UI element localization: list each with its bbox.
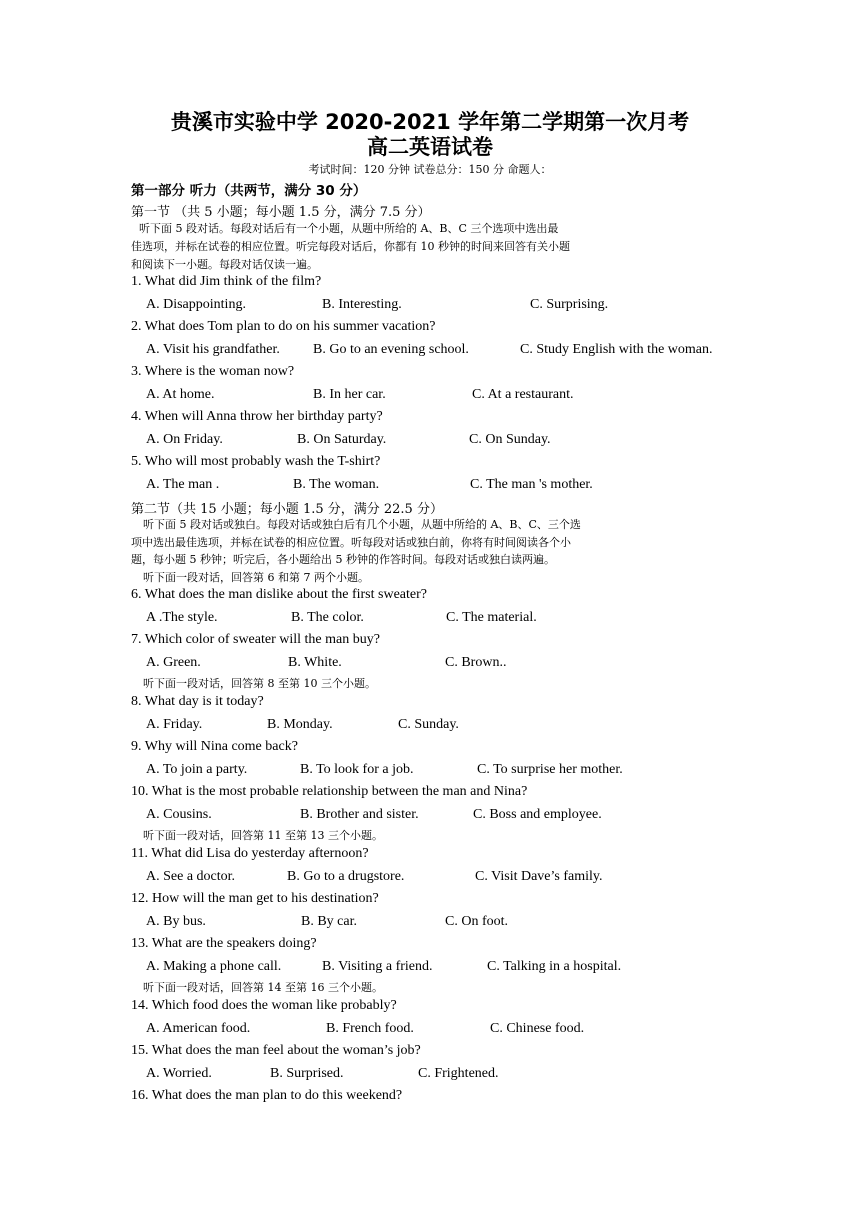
exam-subtitle: 高二英语试卷: [367, 135, 493, 159]
section2-instruction: 听下面 5 段对话或独白。每段对话或独白后有几个小题，从题中所给的 A、B、C、三个选: [143, 518, 581, 531]
option-b: B. Go to an evening school.: [313, 342, 469, 357]
option-c: C. Sunday.: [398, 717, 459, 732]
section2-instruction: 题，每小题 5 秒钟；听完后，各小题给出 5 秒钟的作答时间。每段对话或独白读两遍。: [131, 553, 555, 566]
option-a: A. On Friday.: [146, 432, 223, 447]
question-text: 4. When will Anna throw her birthday party?: [131, 409, 383, 424]
option-c: C. On Sunday.: [469, 432, 551, 447]
option-c: C. Brown..: [445, 655, 507, 670]
section2-instruction: 项中选出最佳选项，并标在试卷的相应位置。听每段对话或独白前，你将有时间阅读各个小: [131, 536, 571, 549]
option-b: B. Interesting.: [322, 297, 402, 312]
question-text: 1. What did Jim think of the film?: [131, 274, 322, 289]
option-b: B. By car.: [301, 914, 357, 929]
question-text: 10. What is the most probable relationship between the man and Nina?: [131, 784, 528, 799]
option-a: A. The man .: [146, 477, 220, 492]
option-a: A. Worried.: [146, 1066, 212, 1081]
question-text: 6. What does the man dislike about the first sweater?: [131, 587, 427, 602]
part1-heading: 第一部分 听力（共两节，满分 30 分）: [131, 183, 367, 199]
question-text: 14. Which food does the woman like probably?: [131, 998, 397, 1013]
section1-instruction: 佳选项，并标在试卷的相应位置。听完每段对话后，你都有 10 秒钟的时间来回答有关小题: [131, 240, 570, 253]
option-a: A. To join a party.: [146, 762, 248, 777]
option-a: A. Visit his grandfather.: [146, 342, 280, 357]
section2-note: 听下面一段对话，回答第 11 至第 13 三个小题。: [143, 829, 383, 842]
section1-heading: 第一节 （共 5 小题；每小题 1.5 分，满分 7.5 分）: [131, 205, 431, 220]
section2-note: 听下面一段对话，回答第 6 和第 7 两个小题。: [143, 571, 369, 584]
section2-note: 听下面一段对话，回答第 8 至第 10 三个小题。: [143, 677, 376, 690]
question-text: 8. What day is it today?: [131, 694, 264, 709]
option-a: A. Friday.: [146, 717, 203, 732]
option-b: B. On Saturday.: [297, 432, 387, 447]
question-text: 11. What did Lisa do yesterday afternoon?: [131, 846, 369, 861]
option-a: A. Cousins.: [146, 807, 212, 822]
option-c: C. On foot.: [445, 914, 508, 929]
option-a: A .The style.: [146, 610, 218, 625]
option-b: B. The color.: [291, 610, 364, 625]
option-b: B. White.: [288, 655, 342, 670]
option-a: A. At home.: [146, 387, 215, 402]
option-b: B. Monday.: [267, 717, 333, 732]
question-text: 15. What does the man feel about the woman’s job?: [131, 1043, 421, 1058]
option-c: C. Frightened.: [418, 1066, 499, 1081]
question-text: 13. What are the speakers doing?: [131, 936, 317, 951]
option-b: B. Visiting a friend.: [322, 959, 433, 974]
option-b: B. The woman.: [293, 477, 380, 492]
section1-instruction: 听下面 5 段对话。每段对话后有一个小题，从题中所给的 A、B、C 三个选项中选出最: [139, 222, 559, 235]
question-text: 7. Which color of sweater will the man buy?: [131, 632, 380, 647]
option-b: B. Brother and sister.: [300, 807, 419, 822]
option-a: A. Disappointing.: [146, 297, 246, 312]
question-text: 3. Where is the woman now?: [131, 364, 295, 379]
option-c: C. The man 's mother.: [470, 477, 593, 492]
question-text: 16. What does the man plan to do this weekend?: [131, 1088, 403, 1103]
exam-meta: 考试时间：120 分钟 试卷总分：150 分 命题人：: [308, 163, 552, 176]
option-a: A. Green.: [146, 655, 201, 670]
exam-title: 贵溪市实验中学 2020-2021 学年第二学期第一次月考: [170, 110, 690, 134]
option-b: B. Surprised.: [270, 1066, 344, 1081]
question-text: 5. Who will most probably wash the T-shirt?: [131, 454, 381, 469]
option-c: C. Boss and employee.: [473, 807, 602, 822]
option-a: A. See a doctor.: [146, 869, 236, 884]
option-c: C. Talking in a hospital.: [487, 959, 622, 974]
option-b: B. To look for a job.: [300, 762, 414, 777]
option-c: C. To surprise her mother.: [477, 762, 623, 777]
section1-instruction: 和阅读下一小题。每段对话仅读一遍。: [131, 258, 318, 271]
option-a: A. Making a phone call.: [146, 959, 282, 974]
question-text: 12. How will the man get to his destination?: [131, 891, 379, 906]
option-b: B. Go to a drugstore.: [287, 869, 405, 884]
question-text: 2. What does Tom plan to do on his summer vacation?: [131, 319, 436, 334]
option-c: C. The material.: [446, 610, 537, 625]
section2-heading: 第二节（共 15 小题；每小题 1.5 分，满分 22.5 分）: [131, 502, 443, 517]
question-text: 9. Why will Nina come back?: [131, 739, 298, 754]
option-a: A. American food.: [146, 1021, 251, 1036]
option-c: C. Chinese food.: [490, 1021, 585, 1036]
option-c: C. At a restaurant.: [472, 387, 574, 402]
option-c: C. Surprising.: [530, 297, 609, 312]
option-a: A. By bus.: [146, 914, 206, 929]
section2-note: 听下面一段对话，回答第 14 至第 16 三个小题。: [143, 981, 383, 994]
option-b: B. French food.: [326, 1021, 414, 1036]
option-c: C. Study English with the woman.: [520, 342, 713, 357]
option-c: C. Visit Dave’s family.: [475, 869, 603, 884]
option-b: B. In her car.: [313, 387, 386, 402]
